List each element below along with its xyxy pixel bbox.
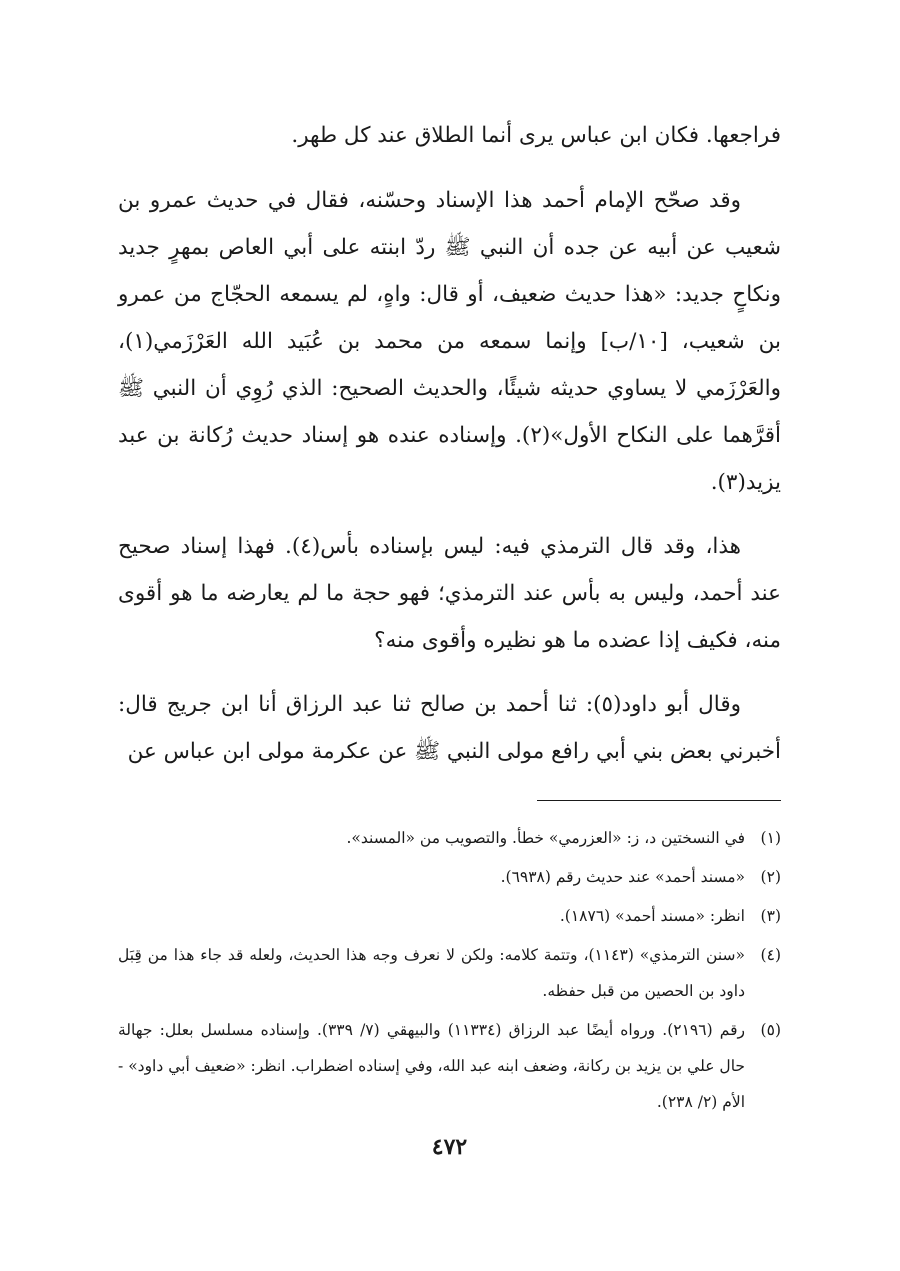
footnote-number: (٣) bbox=[760, 907, 781, 925]
book-page bbox=[118, 112, 781, 1212]
footnote-3 bbox=[118, 898, 781, 934]
footnote-number: (٢) bbox=[760, 868, 781, 886]
footnote-5 bbox=[118, 1012, 781, 1120]
footnote-text: في النسختين د، ز: «العزرمي» خطأ. والتصويب من «المسند». bbox=[346, 829, 745, 847]
footnote-text: انظر: «مسند أحمد» (١٨٧٦). bbox=[559, 907, 745, 925]
footnote-1 bbox=[118, 820, 781, 856]
footnote-text: رقم (٢١٩٦). ورواه أيضًا عبد الرزاق (١١٣٣٤) والبيهقي (٧/ ٣٣٩). وإسناده مسلسل بعلل: جهالة حال علي بن يزيد بن ركانة، وضعف ابنه عبد الله، وفي إسناده اضطراب. انظر: «ضعيف أبي داود» - الأم (٢/ ٢٣٨). bbox=[118, 1021, 745, 1111]
footnote-2 bbox=[118, 859, 781, 895]
body-paragraph-4: وقال أبو داود(٥): ثنا أحمد بن صالح ثنا عبد الرزاق أنا ابن جريج قال: أخبرني بعض بني أبي رافع مولى النبي ﷺ عن عكرمة مولى ابن عباس عن bbox=[118, 692, 781, 764]
body-paragraph-3: هذا، وقد قال الترمذي فيه: ليس بإسناده بأس(٤). فهذا إسناد صحيح عند أحمد، وليس به بأس عند الترمذي؛ فهو حجة ما لم يعارضه ما هو أقوى منه، فكيف إذا عضده ما هو نظيره وأقوى منه؟ bbox=[118, 534, 781, 653]
body-paragraph-2: وقد صحّح الإمام أحمد هذا الإسناد وحسّنه، فقال في حديث عمرو بن شعيب عن أبيه عن جده أن النبي ﷺ ردّ ابنته على أبي العاص بمهرٍ جديد ونكاحٍ جديد: «هذا حديث ضعيف، أو قال: واهٍ، لم يسمعه الحجّاج من عمرو بن شعيب، [١٠/ب] وإنما سمعه من محمد بن عُبَيد الله العَرْزَمي(١)، والعَرْزَمي لا يساوي حديثه شيئًا، والحديث الصحيح: الذي رُوِي أن النبي ﷺ أقرَّهما على النكاح الأول»(٢). وإسناده عنده هو إسناد حديث رُكانة بن عبد يزيد(٣). bbox=[118, 188, 782, 495]
footnote-4 bbox=[118, 937, 781, 1009]
body-paragraph-1: فراجعها. فكان ابن عباس يرى أنما الطلاق عند كل طهر. bbox=[291, 123, 781, 148]
page-number: ٤٧٢ bbox=[431, 1134, 468, 1160]
footnotes-section bbox=[118, 820, 781, 1123]
footnote-text: «سنن الترمذي» (١١٤٣)، وتتمة كلامه: ولكن لا نعرف وجه هذا الحديث، ولعله قد جاء هذا من قِبَل داود بن الحصين من قبل حفظه. bbox=[118, 946, 745, 1000]
footnote-separator bbox=[537, 800, 781, 801]
footnote-number: (٥) bbox=[760, 1021, 781, 1039]
footnote-number: (٤) bbox=[760, 946, 781, 964]
footnote-number: (١) bbox=[760, 829, 781, 847]
footnote-text: «مسند أحمد» عند حديث رقم (٦٩٣٨). bbox=[500, 868, 745, 886]
